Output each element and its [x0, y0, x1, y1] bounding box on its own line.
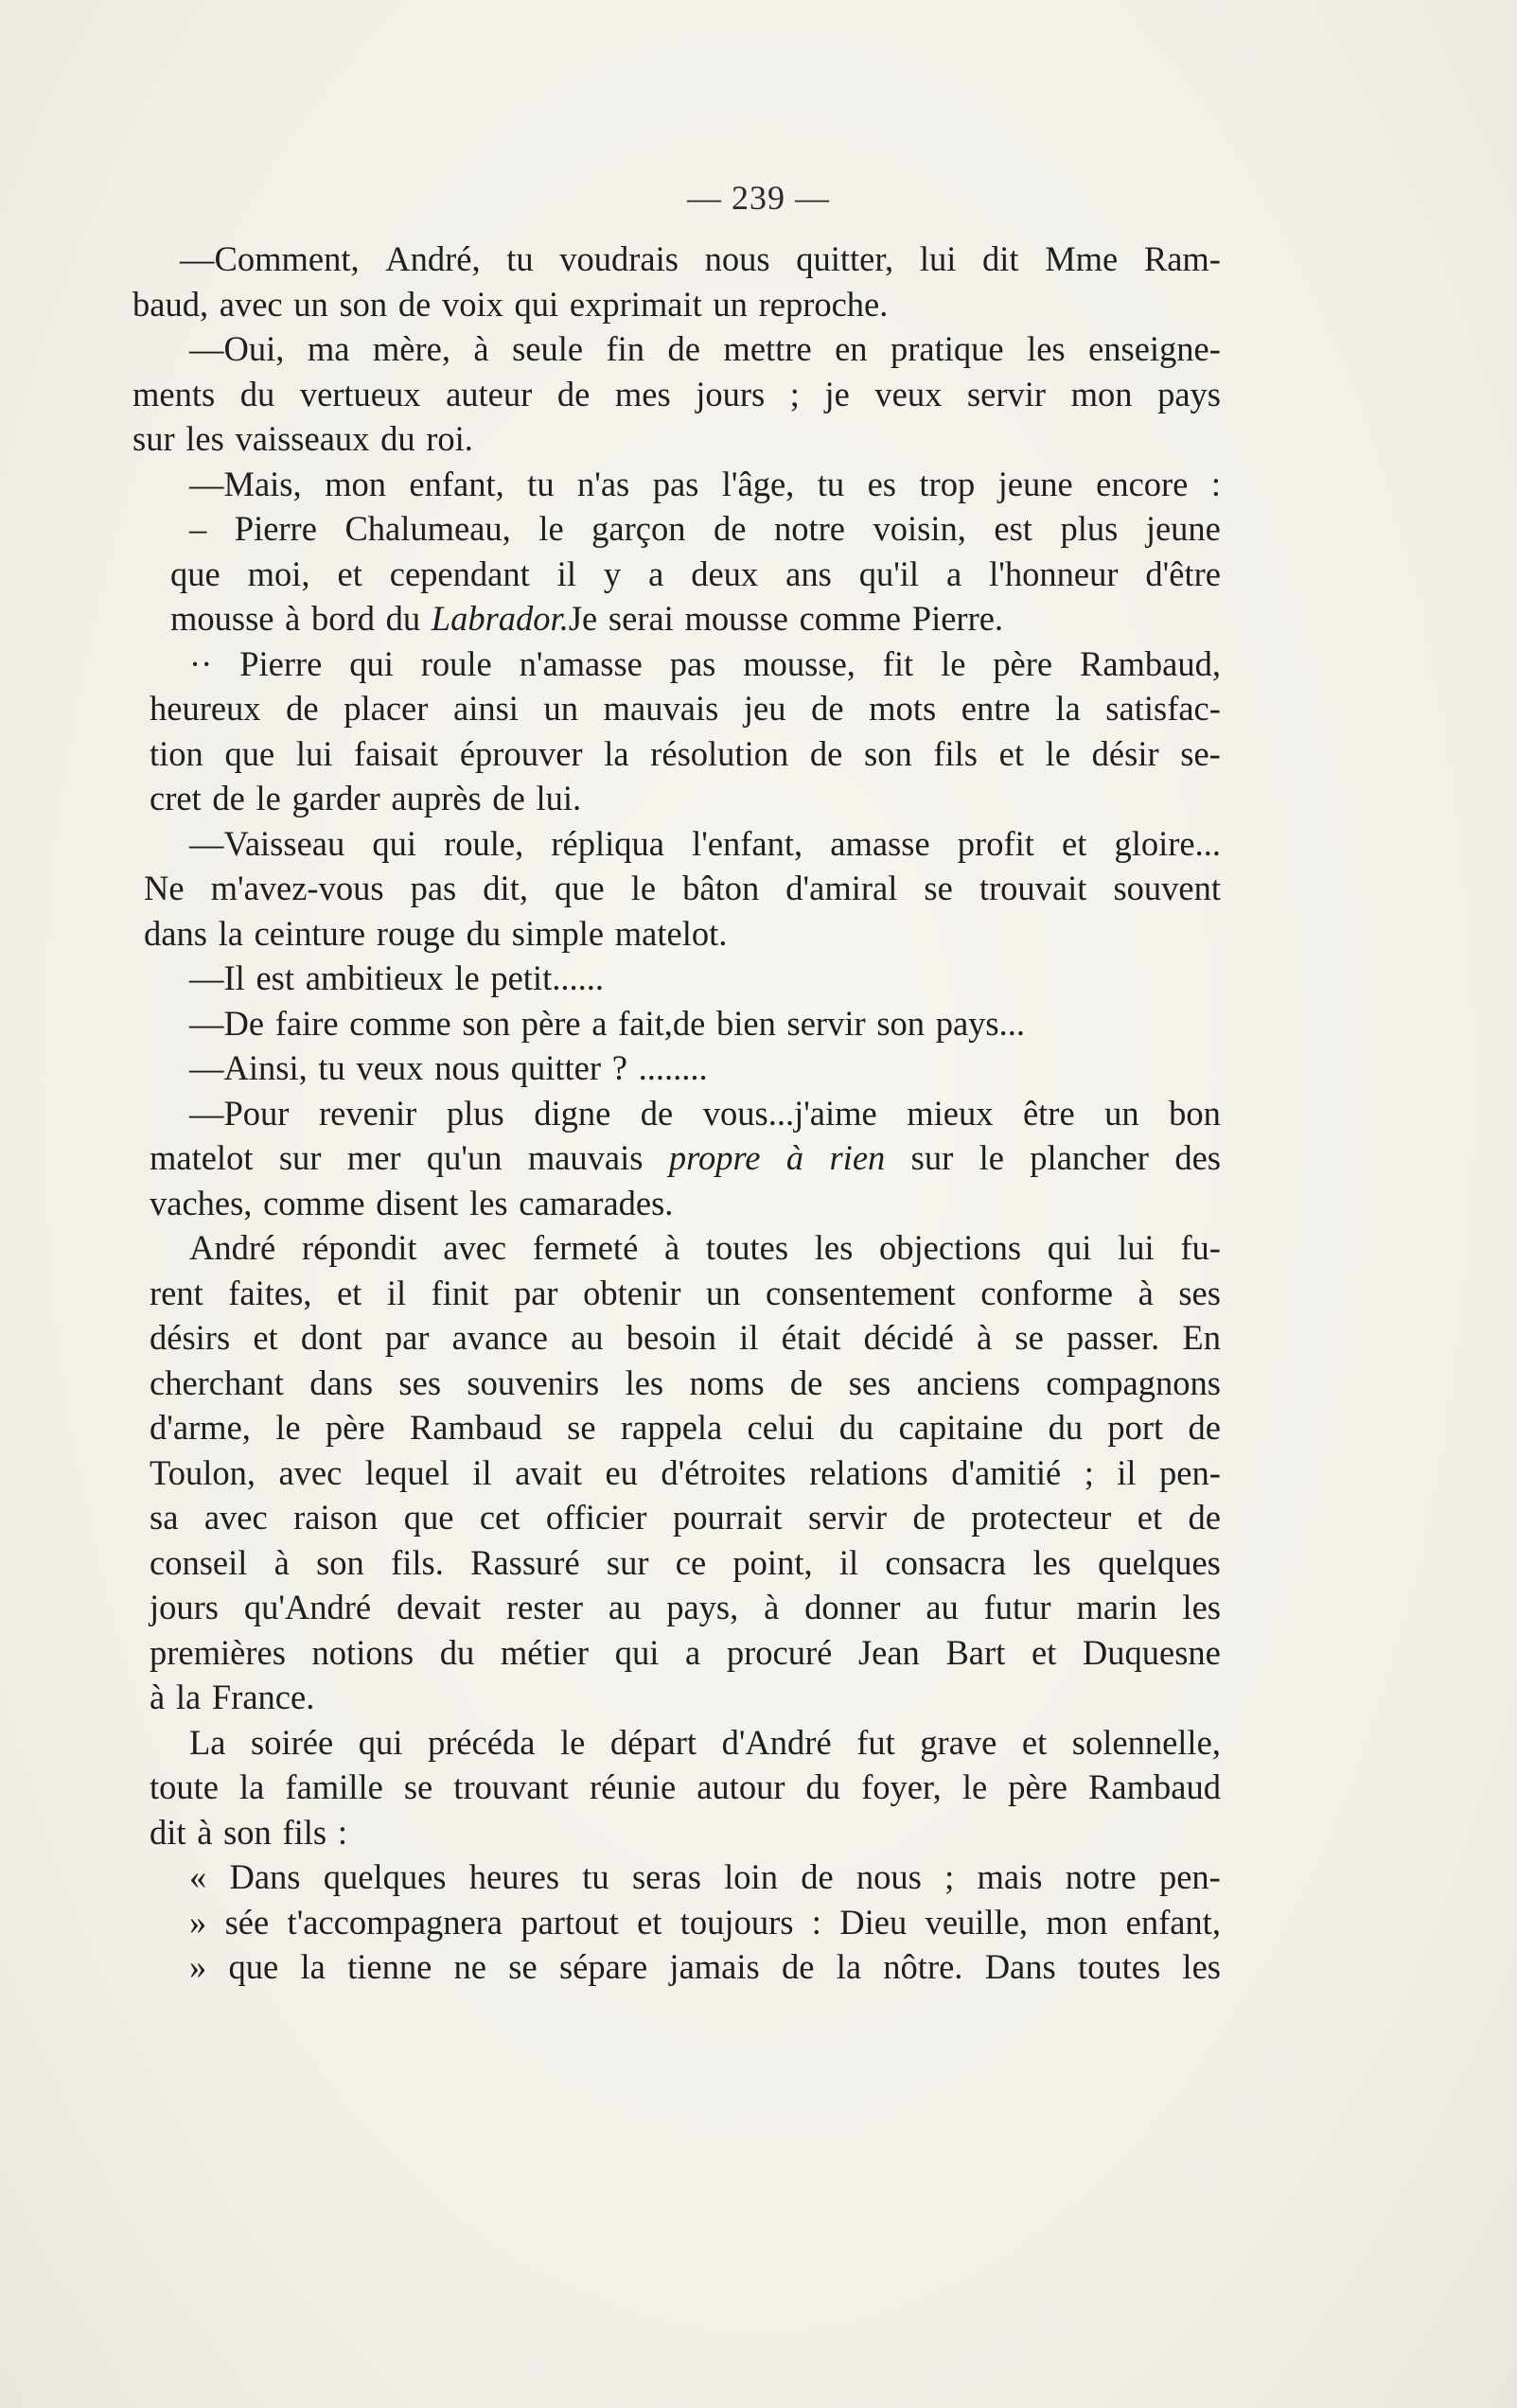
text-line: dans la ceinture rouge du simple matelot.	[144, 913, 728, 953]
text-line: —De faire comme son père a fait,de bien servir son pays...	[189, 1003, 1025, 1043]
text-line: mousse à bord du Labrador. Je serai mousse comme Pierre.	[170, 599, 1004, 638]
text-line: jours qu'André devait rester au pays, à donner au futur marin les	[150, 1588, 1221, 1626]
text-line: ments du vertueux auteur de mes jours ; je veux servir mon pays	[132, 374, 1221, 413]
text-line: —Pour revenir plus digne de vous...j'aime mieux être un bon	[189, 1093, 1221, 1133]
text-line: toute la famille se trouvant réunie autour du foyer, le père Rambaud	[150, 1767, 1221, 1806]
text-line: » sée t'accompagnera partout et toujours : Dieu veuille, mon enfant,	[189, 1902, 1221, 1942]
page-number: — 239 —	[687, 179, 830, 217]
text-line: —Mais, mon enfant, tu n'as pas l'âge, tu es trop jeune encore :	[189, 464, 1221, 503]
text-line: cret de le garder auprès de lui.	[150, 779, 582, 817]
text-line: cherchant dans ses souvenirs les noms de ses anciens compagnons	[150, 1362, 1221, 1402]
text-line: à la France.	[150, 1678, 315, 1716]
text-line: rent faites, et il finit par obtenir un consentement conforme à ses	[150, 1273, 1221, 1312]
text-line: —Vaisseau qui roule, répliqua l'enfant, amasse profit et gloire...	[189, 823, 1221, 863]
text-line: matelot sur mer qu'un mauvais propre à rien sur le plancher des	[150, 1138, 1221, 1177]
text-line: dit à son fils :	[150, 1812, 347, 1852]
text-line: —Oui, ma mère, à seule fin de mettre en pratique les enseigne-	[189, 329, 1221, 368]
text-line: d'arme, le père Rambaud se rappela celui du capitaine du port de	[150, 1408, 1221, 1447]
text-line: conseil à son fils. Rassuré sur ce point, il consacra les quelques	[150, 1542, 1221, 1582]
text-line: « Dans quelques heures tu seras loin de nous ; mais notre pen-	[189, 1857, 1221, 1896]
text-line: » que la tienne ne se sépare jamais de la nôtre. Dans toutes les	[189, 1947, 1221, 1986]
text-line: ·· Pierre qui roule n'amasse pas mousse, fit le père Rambaud,	[189, 643, 1221, 683]
text-line: désirs et dont par avance au besoin il était décidé à se passer. En	[150, 1318, 1221, 1357]
text-line: tion que lui faisait éprouver la résolution de son fils et le désir se-	[150, 733, 1221, 773]
text-line: – Pierre Chalumeau, le garçon de notre voisin, est plus jeune	[189, 509, 1221, 548]
text-line: heureux de placer ainsi un mauvais jeu de mots entre la satisfac-	[150, 689, 1221, 728]
text-line: Toulon, avec lequel il avait eu d'étroites relations d'amitié ; il pen-	[150, 1452, 1221, 1492]
text-line: vaches, comme disent les camarades.	[150, 1183, 674, 1222]
text-line: sa avec raison que cet officier pourrait servir de protecteur et de	[150, 1498, 1221, 1537]
text-line: Ne m'avez-vous pas dit, que le bâton d'amiral se trouvait souvent	[144, 869, 1221, 907]
text-line: —Comment, André, tu voudrais nous quitter, lui dit Mme Ram-	[180, 239, 1221, 278]
text-line: André répondit avec fermeté à toutes les objections qui lui fu-	[189, 1228, 1221, 1267]
text-line: premières notions du métier qui a procuré Jean Bart et Duquesne	[150, 1632, 1221, 1672]
text-line: —Il est ambitieux le petit......	[189, 958, 604, 997]
text-line: baud, avec un son de voix qui exprimait un reproche.	[132, 284, 889, 324]
text-line: La soirée qui précéda le départ d'André fut grave et solennelle,	[189, 1722, 1221, 1762]
text-line: —Ainsi, tu veux nous quitter ? ........	[189, 1048, 708, 1087]
text-line: que moi, et cependant il y a deux ans qu'il a l'honneur d'être	[170, 554, 1221, 593]
body-text	[132, 237, 1221, 1990]
text-line: sur les vaisseaux du roi.	[132, 419, 473, 458]
